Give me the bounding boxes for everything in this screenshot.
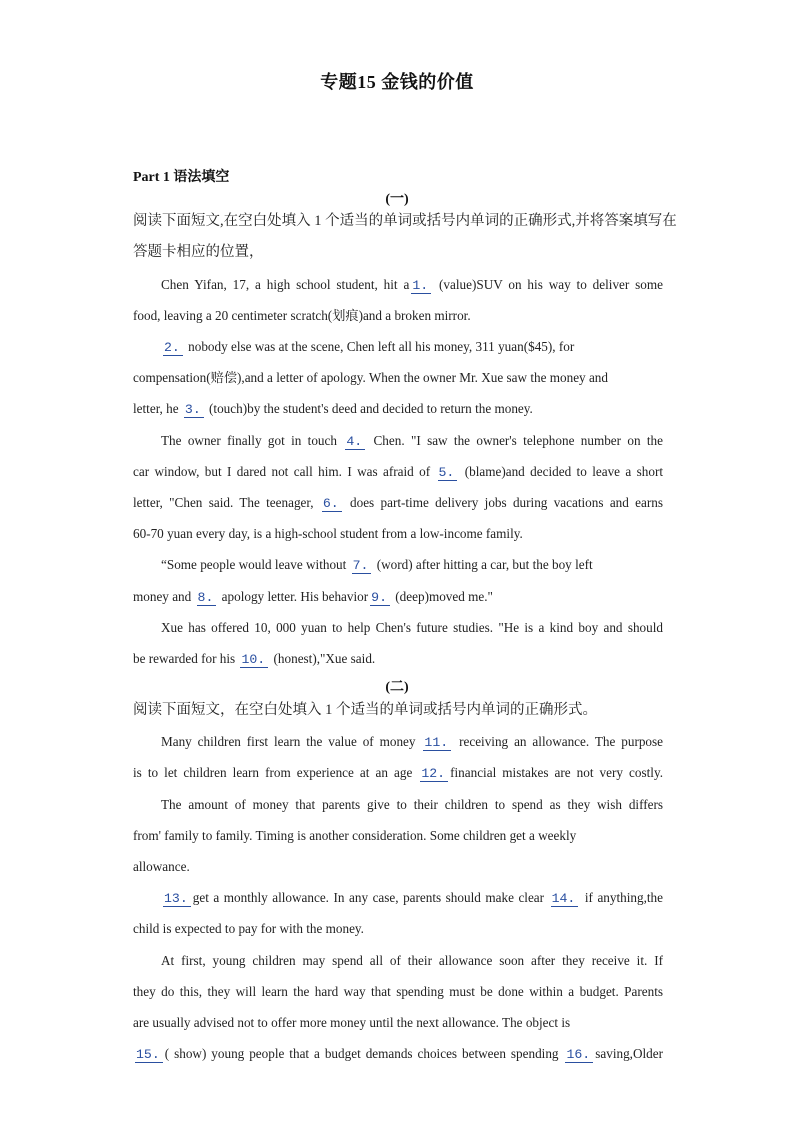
- text-line: [161, 889, 663, 907]
- answer-blank[interactable]: 16.: [565, 1047, 593, 1063]
- text-run: letter, "Chen said. The teenager,: [133, 495, 314, 510]
- text-run: Many children first learn the value of money: [161, 734, 416, 749]
- text-line: [161, 338, 663, 356]
- section-one-heading: (一): [385, 192, 409, 207]
- text-run: is to let children learn from experience at an age: [133, 765, 413, 780]
- text-line: Xue has offered 10, 000 yuan to help Chen's future studies. "He is a kind boy and should: [161, 620, 663, 635]
- text-line: [133, 764, 663, 782]
- text-run: The owner finally got in touch: [161, 433, 337, 448]
- text-line: [133, 1045, 663, 1063]
- text-line: [133, 588, 663, 606]
- text-run: financial mistakes are not very costly.: [450, 765, 663, 780]
- text-run: (word) after hitting a car, but the boy left: [376, 557, 593, 572]
- answer-blank[interactable]: 8.: [197, 590, 217, 606]
- answer-blank[interactable]: 4.: [345, 434, 365, 450]
- section-two-heading: (二): [385, 680, 409, 695]
- answer-blank[interactable]: 10.: [240, 652, 268, 668]
- text-line: [161, 432, 663, 450]
- text-run: nobody else was at the scene, Chen left all his money, 311 yuan($45), for: [188, 339, 575, 354]
- text-line: [161, 276, 663, 294]
- text-line: food, leaving a 20 centimeter scratch(划痕)and a broken mirror.: [133, 308, 471, 323]
- text-run: saving,Older: [595, 1046, 663, 1061]
- text-run: apology letter. His behavior: [221, 589, 369, 604]
- text-run: (deep)moved me.": [395, 589, 493, 604]
- instruction-line: 阅读下面短文,在空白处填入 1 个适当的单词或括号内单词的正确形式,并将答案填写在: [133, 213, 677, 229]
- text-run: (honest),"Xue said.: [273, 651, 376, 666]
- text-run: Chen Yifan, 17, a high school student, hit a: [161, 277, 410, 292]
- text-line: they do this, they will learn the hard way that spending must be done within a budget. Parents: [133, 984, 663, 999]
- answer-blank[interactable]: 3.: [184, 402, 204, 418]
- instruction-line: 阅读下面短文，在空白处填入 1 个适当的单词或括号内单词的正确形式。: [133, 702, 597, 718]
- answer-blank[interactable]: 7.: [352, 558, 372, 574]
- answer-blank[interactable]: 2.: [163, 340, 183, 356]
- text-run: “Some people would leave without: [161, 557, 347, 572]
- text-run: (value)SUV on his way to deliver some: [439, 277, 663, 292]
- text-line: [161, 733, 663, 751]
- text-line: At first, young children may spend all of their allowance soon after they receive it. If: [161, 953, 663, 968]
- text-line: [133, 494, 663, 512]
- text-line: [133, 400, 663, 418]
- page-title: 专题15 金钱的价值: [320, 72, 474, 92]
- answer-blank[interactable]: 13.: [163, 891, 191, 907]
- text-line: [133, 463, 663, 481]
- text-run: ( show) young people that a budget demands choices between spending: [164, 1046, 559, 1061]
- text-run: if anything,the: [584, 890, 664, 905]
- text-run: letter, he: [133, 401, 179, 416]
- answer-blank[interactable]: 14.: [551, 891, 579, 907]
- answer-blank[interactable]: 15.: [135, 1047, 163, 1063]
- text-line: compensation(赔偿),and a letter of apology. When the owner Mr. Xue saw the money and: [133, 370, 608, 385]
- text-run: (blame)and decided to leave a short: [464, 464, 664, 479]
- text-line: from' family to family. Timing is another consideration. Some children get a weekly: [133, 828, 577, 843]
- text-run: be rewarded for his: [133, 651, 236, 666]
- answer-blank[interactable]: 9.: [370, 590, 390, 606]
- text-run: money and: [133, 589, 192, 604]
- text-line: [133, 650, 663, 668]
- text-run: car window, but I dared not call him. I was afraid of: [133, 464, 431, 479]
- answer-blank[interactable]: 5.: [438, 465, 458, 481]
- text-line: child is expected to pay for with the money.: [133, 921, 364, 936]
- instruction-line: 答题卡相应的位置，: [133, 244, 264, 260]
- text-run: (touch)by the student's deed and decided to return the money.: [209, 401, 533, 416]
- text-line: allowance.: [133, 859, 190, 874]
- text-line: [161, 556, 663, 574]
- text-line: are usually advised not to offer more money until the next allowance. The object is: [133, 1015, 571, 1030]
- text-line: 60-70 yuan every day, is a high-school student from a low-income family.: [133, 526, 523, 541]
- answer-blank[interactable]: 6.: [322, 496, 342, 512]
- answer-blank[interactable]: 12.: [420, 766, 448, 782]
- text-run: receiving an allowance. The purpose: [459, 734, 664, 749]
- text-line: The amount of money that parents give to their children to spend as they wish differs: [161, 797, 663, 812]
- part-heading: Part 1 语法填空: [133, 170, 230, 185]
- text-run: does part-time delivery jobs during vacations and earns: [350, 495, 663, 510]
- answer-blank[interactable]: 11.: [423, 735, 451, 751]
- answer-blank[interactable]: 1.: [411, 278, 431, 294]
- text-run: get a monthly allowance. In any case, parents should make clear: [192, 890, 545, 905]
- text-run: Chen. "I saw the owner's telephone number on the: [373, 433, 664, 448]
